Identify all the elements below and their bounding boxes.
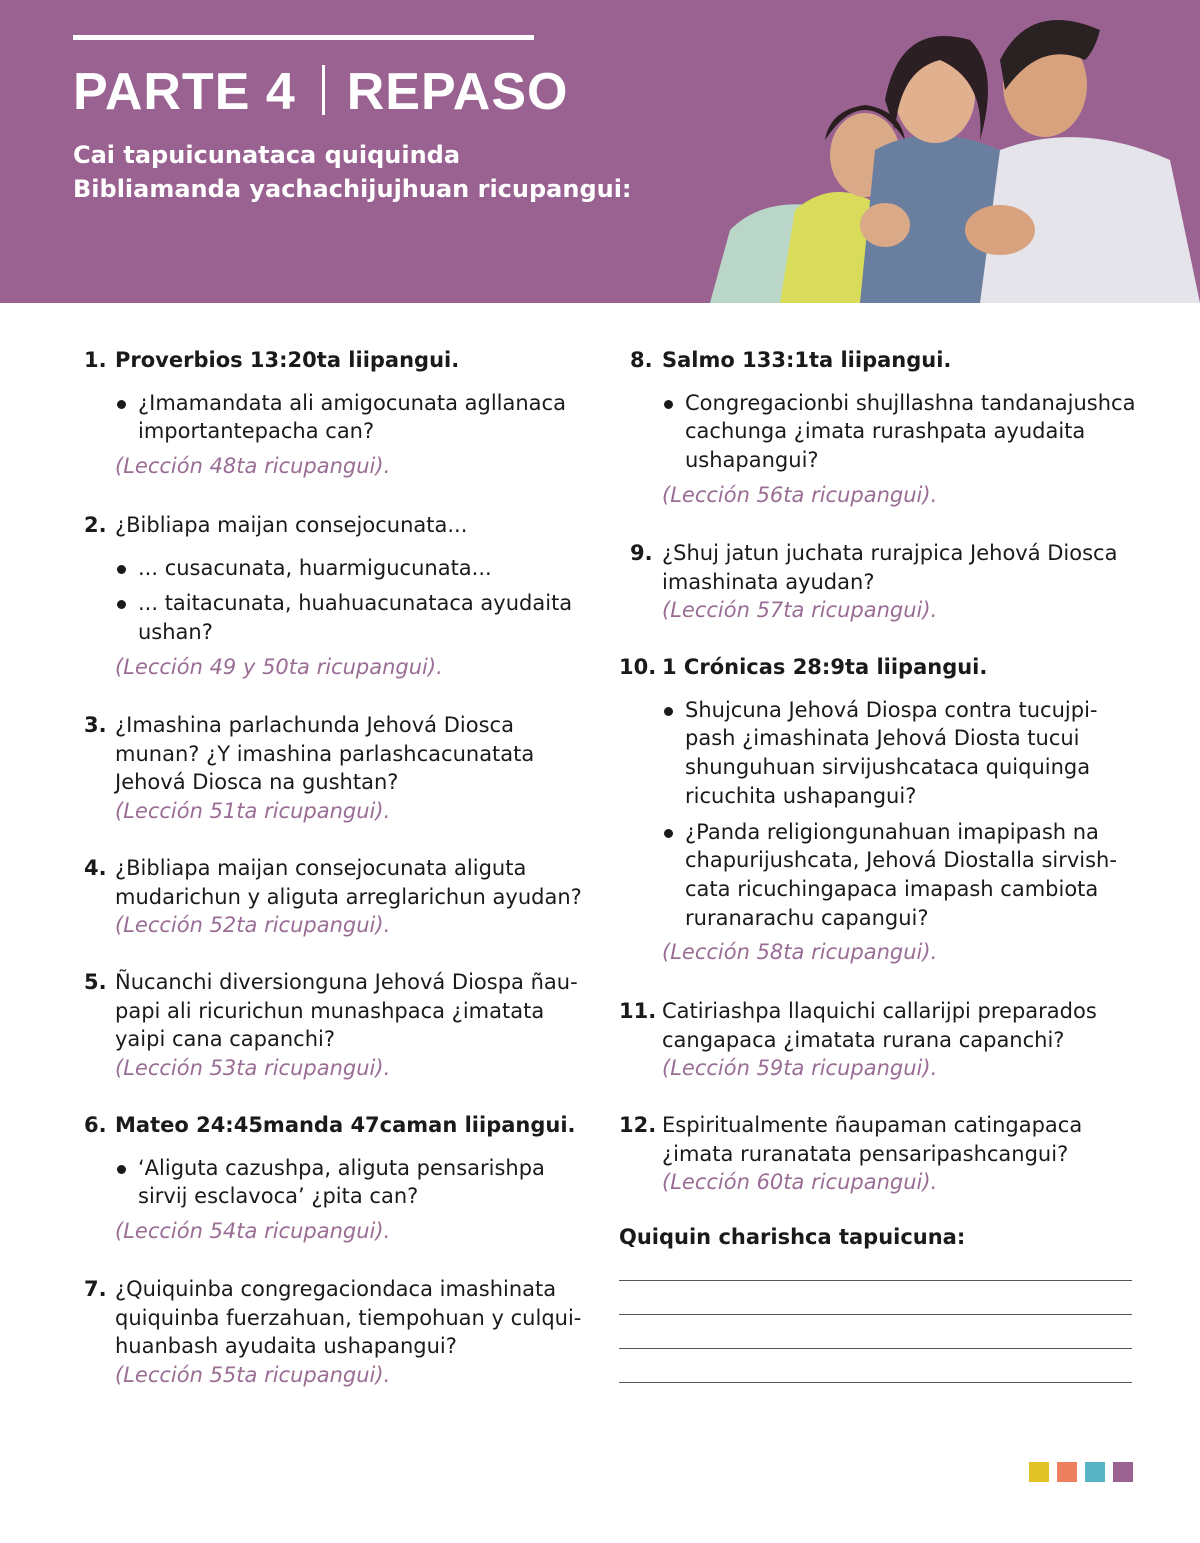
lesson-reference: (Lección 57ta ricupangui). [662,598,938,623]
question-number: 1. [84,348,107,372]
question-number: 10. [619,655,657,679]
lesson-reference: (Lección 59ta ricupangui). [662,1056,938,1081]
question-number: 11. [619,999,657,1023]
page-subtitle: Cai tapuicunataca quiquinda Bibliamanda yachachijujhuan ricupangui: [73,141,632,203]
decor-square-yellow [1029,1462,1049,1482]
writing-line[interactable] [619,1348,1132,1349]
decor-square-orange [1057,1462,1077,1482]
question-7 [84,1275,584,1390]
question-bullet: Congregacionbi shujllashna tandanajushca cachunga ¿imata rurashpata ayudaita ushapangui? [662,389,1139,475]
question-number: 12. [619,1113,657,1137]
question-3 [84,711,584,826]
question-number: 5. [84,970,107,994]
question-number: 7. [84,1277,107,1301]
lesson-reference: (Lección 58ta ricupangui). [662,940,938,965]
question-text: Proverbios 13:20ta liipangui. [115,348,460,372]
question-text: ¿Bibliapa maijan consejocunata aliguta mudarichun y aliguta arreglarichun ayudan? [115,856,582,909]
question-number: 8. [630,348,653,372]
question-text: ¿Bibliapa maijan consejocunata... [115,513,468,537]
question-number: 9. [630,541,653,565]
question-bullet: ... taitacunata, huahuacunataca ayudaita ushan? [115,589,584,646]
question-text: ¿Quiquinba congregaciondaca imashinata quiquinba fuerzahuan, tiempohuan y culquihuanbash ayudaita ushapangui? [115,1277,582,1359]
lesson-reference: (Lección 53ta ricupangui). [115,1056,391,1081]
question-bullet: ‘Aliguta cazushpa, aliguta pensarishpa sirvij esclavoca’ ¿pita can? [115,1154,584,1211]
decor-square-purple [1113,1462,1133,1482]
question-text: Ñucanchi diversionguna Jehová Diospa ñaupapi ali ricurichun munashpaca ¿imatata yaipi cana capanchi? [115,970,578,1052]
title-separator [322,65,325,115]
question-2 [84,511,584,682]
title-section: REPASO [346,63,569,121]
question-bullet: ¿Panda religiongunahuan imapipash na chapurijushcata, Jehová Diostalla sirvishcata ricuchingapaca imapash cambiota ruranarachu capangui? [662,818,1139,933]
question-text: 1 Crónicas 28:9ta liipangui. [662,655,988,679]
question-4 [84,854,584,940]
question-5 [84,968,584,1083]
question-number: 3. [84,713,107,737]
writing-line[interactable] [619,1382,1132,1383]
question-6 [84,1111,584,1246]
question-11 [619,997,1139,1083]
header-rule [73,35,534,40]
question-10 [619,653,1139,967]
question-text: ¿Imashina parlachunda Jehová Diosca munan? ¿Y imashina parlashcacunatata Jehová Diosca na gushtan? [115,713,535,795]
question-text: Mateo 24:45manda 47caman liipangui. [115,1113,576,1137]
lesson-reference: (Lección 48ta ricupangui). [115,454,391,479]
question-text: Catiriashpa llaquichi callarijpi preparados cangapaca ¿imatata rurana capanchi? [662,999,1097,1052]
lesson-reference: (Lección 55ta ricupangui). [115,1363,391,1388]
lesson-reference: (Lección 56ta ricupangui). [662,482,938,507]
title-part: PARTE 4 [73,63,296,121]
lesson-reference: (Lección 49 y 50ta ricupangui). [115,654,443,679]
lesson-reference: (Lección 51ta ricupangui). [115,799,391,824]
lesson-reference: (Lección 60ta ricupangui). [662,1170,938,1195]
question-number: 6. [84,1113,107,1137]
question-8 [619,346,1139,510]
question-number: 4. [84,856,107,880]
header-banner [0,0,1200,303]
lesson-reference: (Lección 52ta ricupangui). [115,913,391,938]
question-bullet: ¿Imamandata ali amigocunata agllanaca importantepacha can? [115,389,584,446]
question-9 [619,539,1139,625]
question-text: Salmo 133:1ta liipangui. [662,348,952,372]
question-text: Espiritualmente ñaupaman catingapaca ¿imata ruranatata pensaripashcangui? [662,1113,1083,1166]
writing-line[interactable] [619,1314,1132,1315]
question-1 [84,346,584,481]
page-title [73,62,569,122]
lesson-reference: (Lección 54ta ricupangui). [115,1219,391,1244]
own-questions-label: Quiquin charishca tapuicuna: [619,1225,966,1249]
family-praying-illustration [700,0,1200,303]
question-12 [619,1111,1139,1197]
question-number: 2. [84,513,107,537]
decor-square-teal [1085,1462,1105,1482]
writing-line[interactable] [619,1280,1132,1281]
question-bullet: ... cusacunata, huarmigucunata... [115,554,584,583]
question-bullet: Shujcuna Jehová Diospa contra tucujpipash ¿imashinata Jehová Diosta tucui shunguhuan sirvijushcataca quiquinga ricuchita ushapangui? [662,696,1139,811]
question-text: ¿Shuj jatun juchata rurajpica Jehová Diosca imashinata ayudan? [662,541,1118,594]
